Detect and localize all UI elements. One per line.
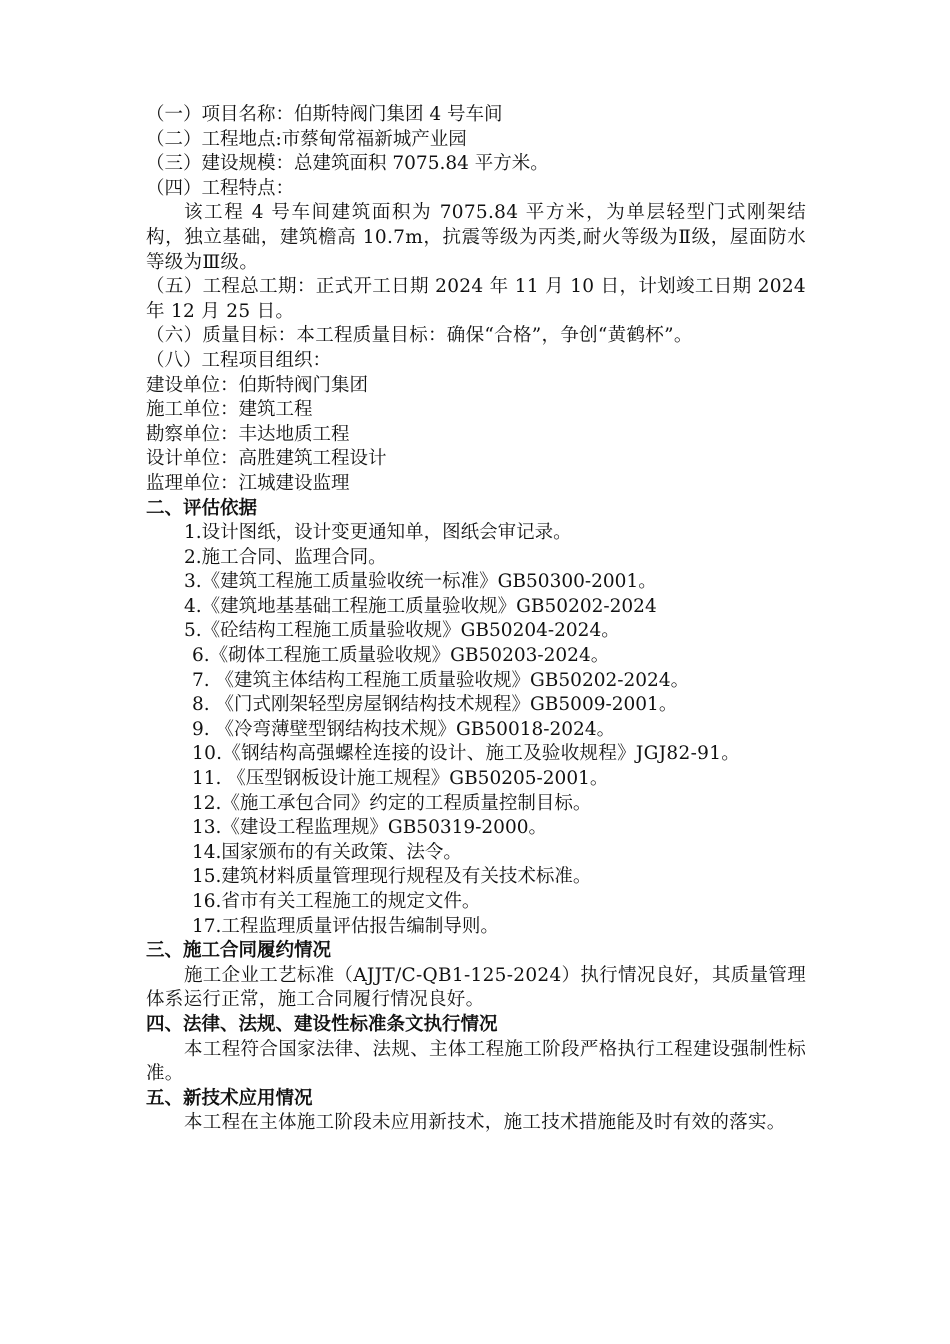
standards-paragraph: 本工程符合国家法律、法规、主体工程施工阶段严格执行工程建设强制性标准。 [146, 1038, 806, 1085]
project-period: （五）工程总工期：正式开工日期 2024 年 11 月 10 日，计划竣工日期 2024 年 12 月 25 日。 [146, 276, 806, 322]
org-survey-unit: 勘察单位：丰达地质工程 [146, 423, 350, 445]
basis-item: 8. 《门式刚架轻型房屋钢结构技术规程》GB5009-2001。 [192, 694, 678, 716]
basis-item: 16.省市有关工程施工的规定文件。 [192, 891, 481, 912]
basis-item: 10.《钢结构高强螺栓连接的设计、施工及验收规程》JGJ82-91。 [192, 743, 741, 765]
section-heading-new-tech: 五、新技术应用情况 [146, 1087, 313, 1109]
basis-item: 11. 《压型钢板设计施工规程》GB50205-2001。 [192, 768, 609, 790]
quality-target: （六）质量目标：本工程质量目标：确保“合格”，争创“黄鹤杯”。 [146, 325, 693, 347]
document-page [146, 103, 806, 1136]
basis-item: 2.施工合同、监理合同。 [184, 546, 387, 568]
basis-item: 12.《施工承包合同》约定的工程质量控制目标。 [192, 792, 592, 814]
basis-item: 3.《建筑工程施工质量验收统一标准》GB50300-2001。 [184, 571, 657, 593]
basis-item: 14.国家颁布的有关政策、法令。 [192, 841, 462, 863]
project-features-paragraph: 该工程 4 号车间建筑面积为 7075.84 平方米，为单层轻型门式刚架结构，独立基础，建筑檐高 10.7m，抗震等级为丙类,耐火等级为Ⅱ级，屋面防水等级为Ⅲ级。 [146, 202, 806, 273]
section-heading-basis: 二、评估依据 [146, 497, 258, 519]
org-builder-unit: 施工单位：建筑工程 [146, 399, 313, 421]
section-heading-standards: 四、法律、法规、建设性标准条文执行情况 [146, 1013, 498, 1035]
basis-item: 7. 《建筑主体结构工程施工质量验收规》GB50202-2024。 [192, 669, 690, 691]
basis-item: 5.《砼结构工程施工质量验收规》GB50204-2024。 [184, 620, 620, 642]
basis-item: 13.《建设工程监理规》GB50319-2000。 [192, 817, 547, 839]
project-scale: （三）建设规模：总建筑面积 7075.84 平方米。 [146, 153, 549, 175]
basis-item: 1.设计图纸，设计变更通知单，图纸会审记录。 [184, 522, 572, 544]
new-tech-paragraph: 本工程在主体施工阶段未应用新技术，施工技术措施能及时有效的落实。 [184, 1112, 786, 1134]
contract-paragraph: 施工企业工艺标准（AJJT/C-QB1-125-2024）执行情况良好，其质量管理体系运行正常，施工合同履行情况良好。 [146, 964, 806, 1011]
org-design-unit: 设计单位：高胜建筑工程设计 [146, 448, 387, 470]
basis-item: 6.《砌体工程施工质量验收规》GB50203-2024。 [192, 645, 610, 667]
project-name: （一）项目名称：伯斯特阀门集团 4 号车间 [146, 104, 503, 125]
basis-item: 9. 《冷弯薄壁型钢结构技术规》GB50018-2024。 [192, 718, 616, 740]
project-location: （二）工程地点:市蔡甸常福新城产业园 [146, 128, 467, 150]
basis-item: 15.建筑材料质量管理现行规程及有关技术标准。 [192, 866, 592, 888]
org-supervision-unit: 监理单位：江城建设监理 [146, 472, 350, 494]
org-construction-unit: 建设单位：伯斯特阀门集团 [146, 374, 369, 396]
section-heading-contract: 三、施工合同履约情况 [146, 940, 332, 962]
org-title: （八）工程项目组织： [146, 349, 332, 371]
project-features-title: （四）工程特点： [146, 177, 295, 199]
basis-item: 17.工程监理质量评估报告编制导则。 [192, 915, 499, 937]
basis-item: 4.《建筑地基基础工程施工质量验收规》GB50202-2024 [184, 595, 657, 617]
